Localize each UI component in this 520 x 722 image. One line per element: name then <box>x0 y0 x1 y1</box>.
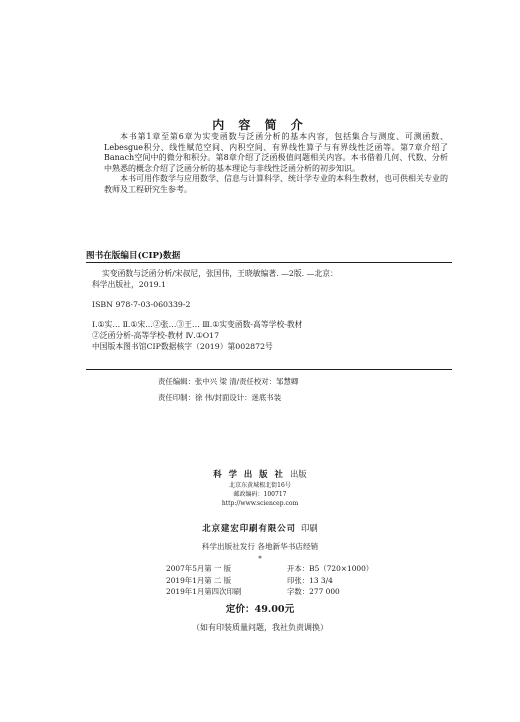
summary-body <box>104 132 448 196</box>
cip-line: ②泛函分析-高等学校-教材 Ⅳ.①O17 <box>92 331 220 340</box>
edition-field: 开本：B5（720×1000） <box>287 564 374 573</box>
publisher-address: 北京东黄城根北街16号 <box>229 482 291 489</box>
printer-block <box>0 516 520 563</box>
cip-line: 科学出版社，2019.1 <box>92 280 167 289</box>
edition-date: 2019年1月第 二 版 <box>166 575 232 585</box>
publisher-block <box>0 462 520 508</box>
summary-paragraph: 本书第1章至第6章为实变函数与泛函分析的基本内容，包括集合与测度、可测函数、Lebesgue积分、线性赋范空间、内积空间、有界线性算子与有界线性泛函等。第7章介绍了Banach空间中的微分和积分。第8章介绍了泛函极值问题相关内容。本书借着几何、代数、分析中熟悉的概念介绍了泛函分析的基本理论与非线性泛函分析的初步知识。 <box>104 132 448 173</box>
price: 定价：49.00元 <box>225 604 295 615</box>
cip-record <box>92 268 338 352</box>
edition-fields <box>287 563 373 598</box>
cip-heading: 图书在版编目(CIP)数据 <box>86 251 181 261</box>
quality-notice: （如有印装质量问题，我社负责调换） <box>192 623 328 632</box>
credits-editors: 责任编辑：张中兴 梁 清/责任校对：邹慧卿 <box>158 377 299 386</box>
cip-line: 实变函数与泛函分析/宋叔尼，张国伟，王晓敏编著. —2版. —北京： <box>102 269 338 278</box>
cip-line: 中国版本图书馆CIP数据核字（2019）第002872号 <box>92 342 273 351</box>
printer-suffix: 印刷 <box>301 523 318 533</box>
edition-dates <box>166 563 241 598</box>
summary-title: 内 容 简 介 <box>212 118 308 132</box>
separator-mark: * <box>258 555 262 563</box>
edition-field: 印张：13 3/4 <box>287 575 333 585</box>
credits-production: 责任印制：徐 伟/封面设计：迷底书装 <box>158 393 282 402</box>
summary-paragraph: 本书可用作数学与应用数学、信息与计算科学、统计学专业的本科生教材，也可供相关专业的教师及工程研究生参考。 <box>104 174 448 194</box>
cip-line: ISBN 978-7-03-060339-2 <box>92 300 191 309</box>
publisher-name: 科 学 出 版 社 <box>213 469 285 479</box>
distribution-line: 科学出版社发行 各地新华书店经销 <box>201 542 319 551</box>
edition-field: 字数：277 000 <box>287 587 340 596</box>
publisher-postal: 邮政编码：100717 <box>233 491 287 498</box>
edition-date: 2007年5月第 一 版 <box>166 564 232 573</box>
edition-date: 2019年1月第四次印刷 <box>166 587 242 596</box>
publisher-website: http://www.sciencep.com <box>221 500 299 507</box>
cip-bottom-rule <box>86 369 452 370</box>
publisher-suffix: 出版 <box>289 469 307 479</box>
printer-name: 北京建宏印刷有限公司 <box>202 523 296 533</box>
cip-line: Ⅰ.①实… Ⅱ.①宋…②张…③王… Ⅲ.①实变函数-高等学校-教材 <box>92 320 303 329</box>
cip-top-rule <box>86 262 452 263</box>
